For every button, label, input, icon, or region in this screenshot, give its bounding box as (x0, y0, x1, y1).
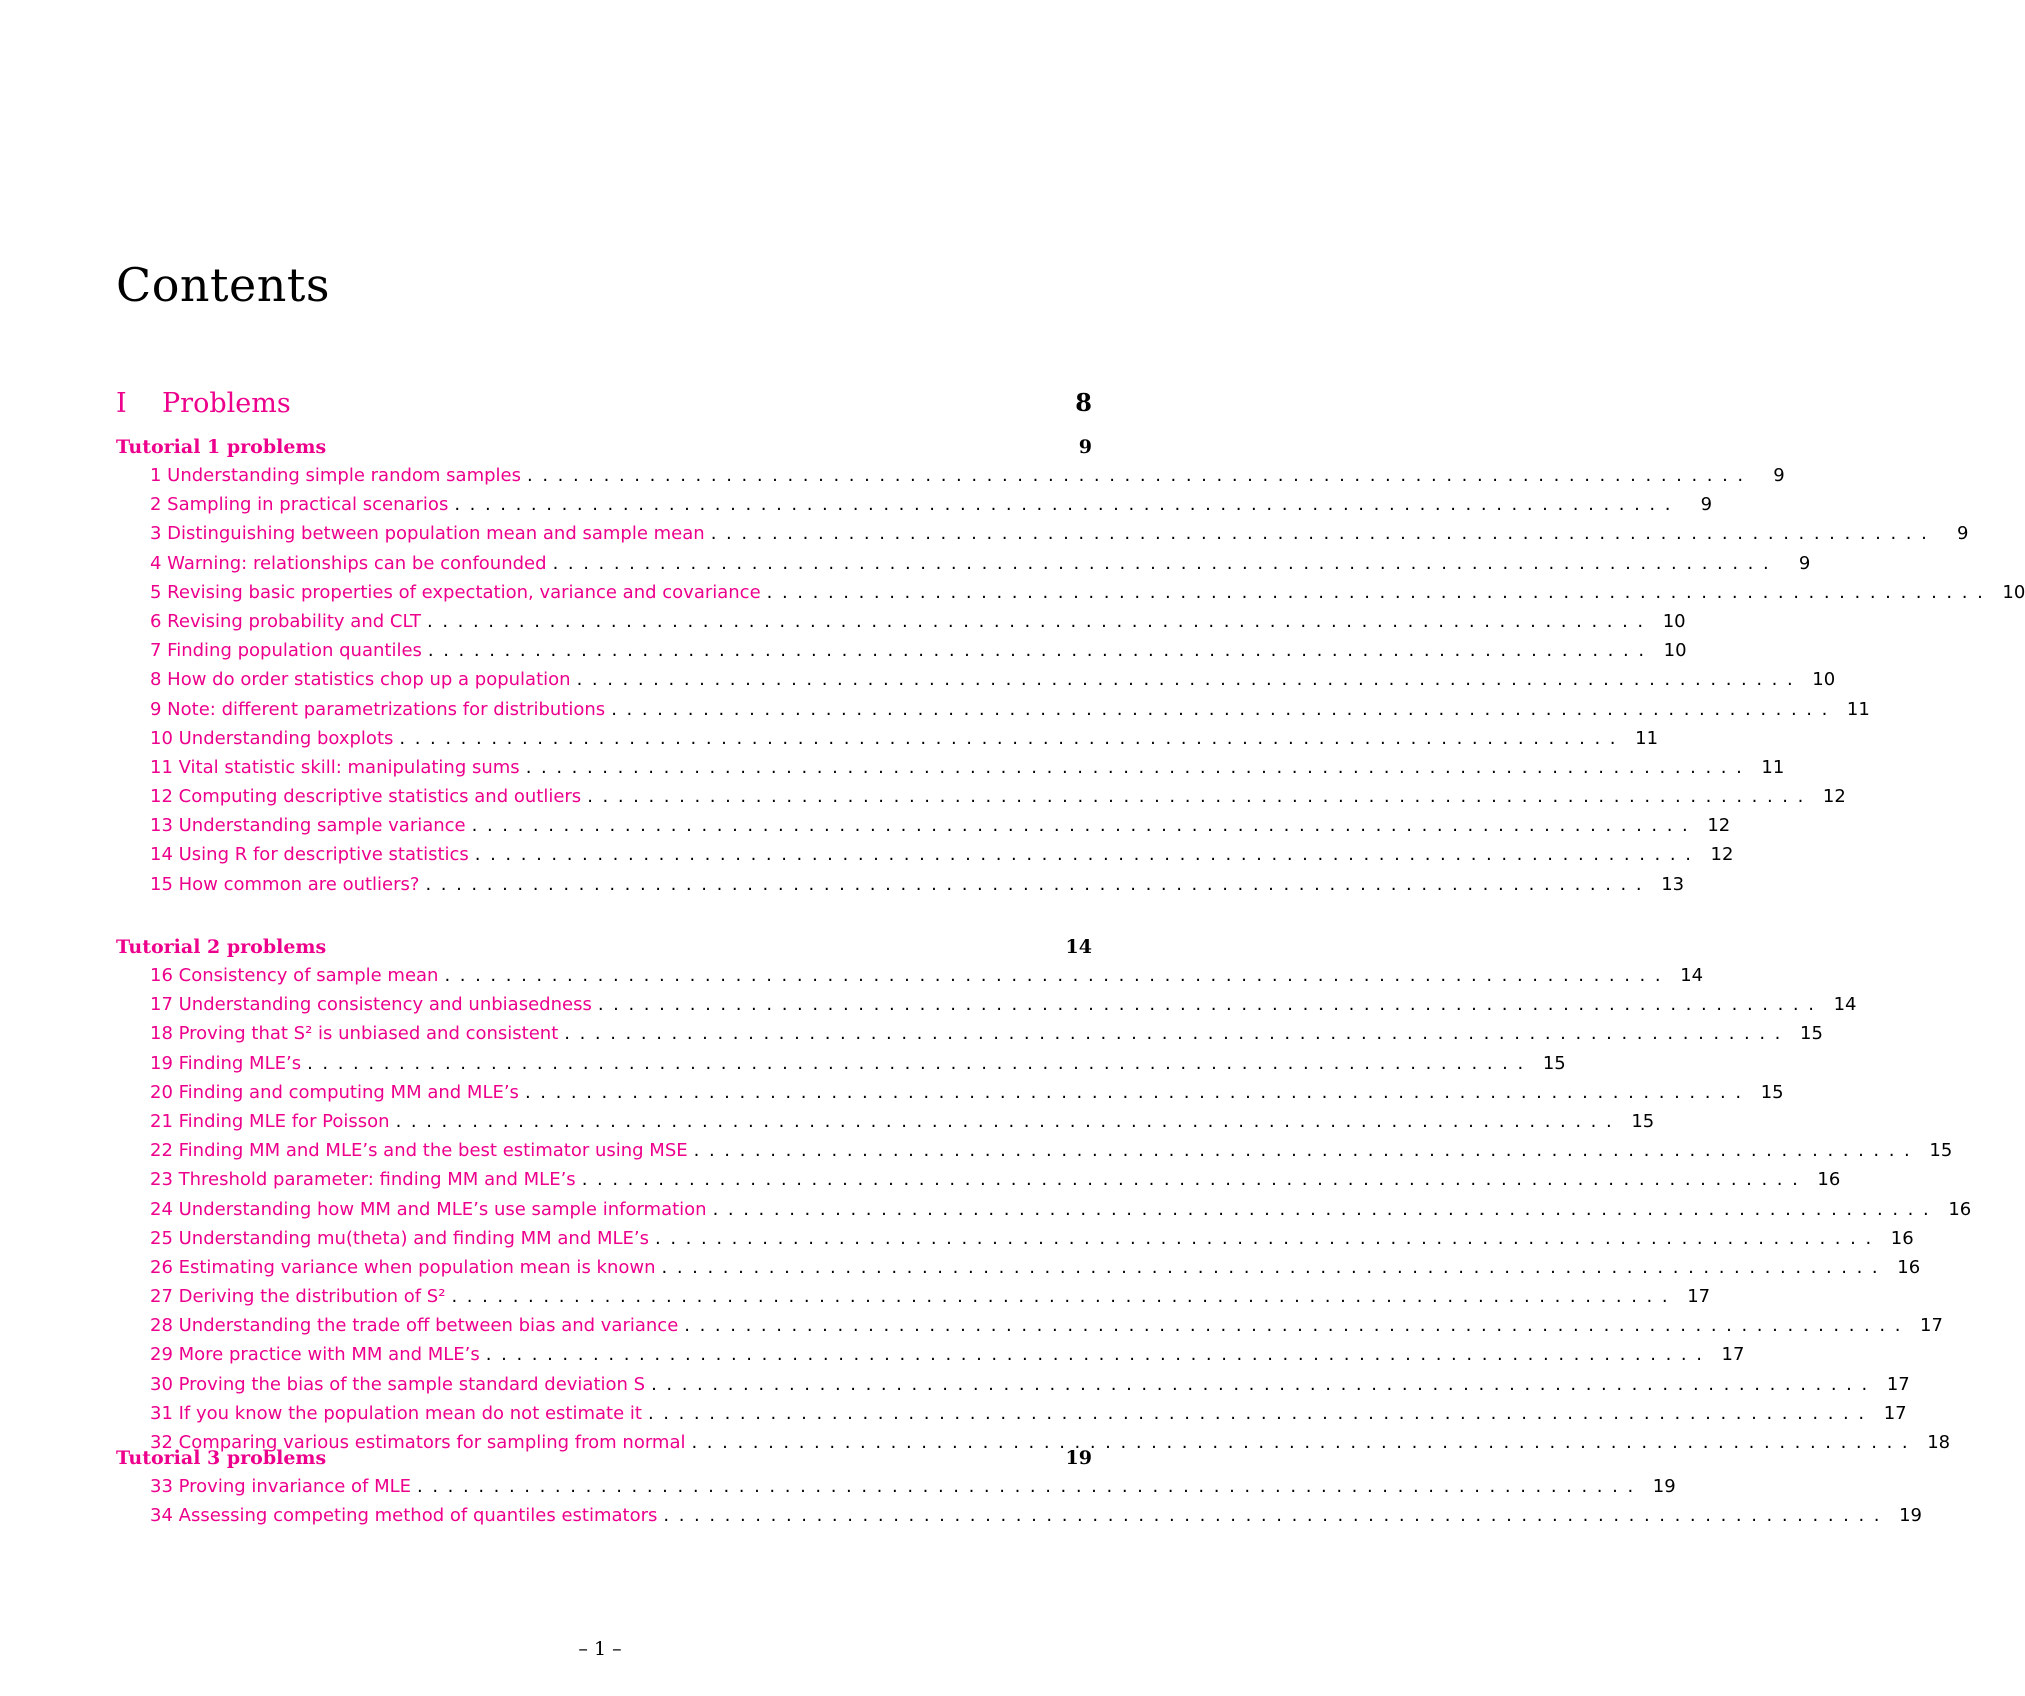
toc-entry-title: 21 Finding MLE for Poisson (150, 1110, 390, 1132)
dot-leader: ................................................................................ (581, 1169, 1808, 1191)
toc-entry[interactable] (116, 494, 1713, 523)
toc-entry[interactable] (116, 786, 1846, 815)
toc-entry-page: 11 (1846, 698, 1870, 720)
toc-entry-page: 17 (1886, 1373, 1910, 1395)
dot-leader: ................................................................................ (417, 1476, 1643, 1497)
dot-leader: ................................................................................ (425, 873, 1652, 895)
dot-leader: ................................................................................ (524, 1081, 1751, 1103)
dot-leader: ................................................................................ (552, 552, 1779, 574)
toc-entry-page: 16 (1948, 1198, 1972, 1220)
toc-entry-page: 14 (1680, 965, 1704, 986)
dot-leader: ................................................................................ (474, 844, 1701, 866)
toc-entry-page: 10 (1662, 610, 1686, 632)
toc-entry[interactable] (116, 581, 2025, 611)
toc-entry[interactable] (116, 552, 1811, 582)
toc-section-heading[interactable] (116, 936, 1092, 965)
dot-leader: ................................................................................ (691, 1432, 1918, 1453)
toc-entry-title: 30 Proving the bias of the sample standard deviation S (150, 1373, 646, 1395)
page-title: Contents (116, 258, 330, 312)
dot-leader: ................................................................................ (525, 756, 1752, 778)
dot-leader: ................................................................................ (597, 994, 1824, 1016)
toc-entry-page: 18 (1927, 1432, 1951, 1453)
toc-entry-page: 11 (1635, 727, 1659, 749)
toc-entry-page: 19 (1652, 1476, 1676, 1497)
toc-entry[interactable] (116, 1505, 1923, 1534)
toc-entry[interactable] (116, 1373, 1910, 1403)
toc-entry[interactable] (116, 1402, 1907, 1432)
toc-entry-title: 19 Finding MLE’s (150, 1052, 302, 1074)
toc-entry-page: 10 (1663, 640, 1687, 662)
toc-entry-page: 19 (1899, 1505, 1923, 1527)
toc-entry-page: 14 (1833, 994, 1857, 1016)
toc-entry-title: 25 Understanding mu(theta) and finding MM and MLE’s (150, 1227, 650, 1249)
toc-entry-page: 15 (1631, 1110, 1655, 1132)
toc-entry-page: 10 (1812, 669, 1836, 691)
dot-leader: ................................................................................ (576, 669, 1803, 691)
toc-entry[interactable] (116, 1052, 1566, 1082)
dot-leader: ................................................................................ (564, 1023, 1790, 1045)
dot-leader: ................................................................................ (587, 786, 1813, 808)
toc-entry-page: 16 (1897, 1256, 1921, 1278)
dot-leader: ................................................................................ (471, 815, 1698, 837)
dot-leader: ................................................................................ (766, 581, 1993, 603)
section-page: 14 (1065, 936, 1092, 958)
section-title: Tutorial 1 problems (116, 436, 327, 458)
toc-entry-title: 16 Consistency of sample mean (150, 965, 439, 986)
dot-leader: ................................................................................ (663, 1505, 1890, 1527)
toc-entry-title: 15 How common are outliers? (150, 873, 420, 895)
part-page: 8 (1075, 388, 1092, 417)
toc-entry-page: 9 (1700, 494, 1713, 516)
toc-entry-page: 10 (2002, 581, 2025, 603)
dot-leader: ................................................................................ (651, 1373, 1877, 1395)
toc-entry-title: 32 Comparing various estimators for sampling from normal (150, 1432, 686, 1453)
toc-entry-page: 9 (1798, 552, 1811, 574)
toc-entry[interactable] (116, 1198, 1972, 1228)
section-title: Tutorial 2 problems (116, 936, 327, 958)
dot-leader: ................................................................................ (712, 1198, 1939, 1220)
section-page: 9 (1078, 436, 1092, 458)
dot-leader: ................................................................................ (427, 610, 1653, 632)
toc-entry-title: 4 Warning: relationships can be confounded (150, 552, 547, 574)
toc-entry-title: 31 If you know the population mean do not estimate it (150, 1402, 642, 1424)
toc-entry-page: 17 (1920, 1315, 1943, 1337)
toc-entry-page: 12 (1822, 786, 1846, 808)
dot-leader: ................................................................................ (611, 698, 1837, 720)
toc-entry[interactable] (116, 873, 1685, 903)
toc-entry-title: 3 Distinguishing between population mean and sample mean (150, 523, 705, 545)
toc-entry-title: 22 Finding MM and MLE’s and the best estimator using MSE (150, 1140, 688, 1162)
toc-entry-page: 16 (1890, 1227, 1914, 1249)
dot-leader: ................................................................................ (684, 1315, 1911, 1337)
toc-section-heading[interactable] (116, 436, 1092, 465)
toc-entry-title: 12 Computing descriptive statistics and outliers (150, 786, 582, 808)
part-number: I (116, 388, 127, 419)
toc-entry[interactable] (116, 1081, 1784, 1111)
toc-section-heading[interactable] (116, 1447, 1092, 1476)
dot-leader: ................................................................................ (427, 640, 1654, 662)
toc-entry-page: 17 (1883, 1402, 1907, 1424)
toc-entry-page: 16 (1817, 1169, 1841, 1191)
part-label: Problems (162, 388, 291, 419)
toc-entry[interactable] (116, 669, 1836, 698)
toc-entry-title: 14 Using R for descriptive statistics (150, 844, 469, 866)
toc-entry[interactable] (116, 815, 1731, 844)
toc-entry-title: 2 Sampling in practical scenarios (150, 494, 449, 516)
toc-entry[interactable] (116, 1286, 1711, 1315)
dot-leader: ................................................................................ (527, 465, 1753, 486)
toc-entry[interactable] (116, 465, 1785, 494)
toc-entry-page: 12 (1707, 815, 1731, 837)
toc-entry-page: 15 (1760, 1081, 1784, 1103)
toc-entry[interactable] (116, 610, 1686, 640)
toc-entry[interactable] (116, 844, 1734, 873)
toc-entry[interactable] (116, 1023, 1823, 1052)
toc-entry[interactable] (116, 1344, 1745, 1373)
toc-entry[interactable] (116, 965, 1704, 994)
toc-entry-title: 1 Understanding simple random samples (150, 465, 522, 486)
toc-entry-title: 18 Proving that S² is unbiased and consistent (150, 1023, 559, 1045)
toc-section (116, 936, 1972, 1461)
dot-leader: ................................................................................ (451, 1286, 1678, 1308)
toc-entry[interactable] (116, 640, 1687, 669)
toc-entry-title: 7 Finding population quantiles (150, 640, 422, 662)
toc-entry-title: 10 Understanding boxplots (150, 727, 394, 749)
dot-leader: ................................................................................ (655, 1227, 1881, 1249)
toc-entry[interactable] (116, 756, 1785, 786)
toc-entry-title: 26 Estimating variance when population mean is known (150, 1256, 656, 1278)
dot-leader: ................................................................................ (647, 1402, 1874, 1424)
toc-entry-title: 17 Understanding consistency and unbiasedness (150, 994, 592, 1016)
toc-entry-page: 17 (1687, 1286, 1711, 1308)
toc-entry-title: 23 Threshold parameter: finding MM and MLE’s (150, 1169, 576, 1191)
toc-section (116, 1447, 1923, 1534)
toc-entry-title: 27 Deriving the distribution of S² (150, 1286, 446, 1308)
toc-entry[interactable] (116, 1315, 1943, 1344)
toc-entry[interactable] (116, 1476, 1676, 1505)
toc-entry-title: 9 Note: different parametrizations for distributions (150, 698, 606, 720)
toc-entry[interactable] (116, 1169, 1841, 1198)
dot-leader: ................................................................................ (307, 1052, 1533, 1074)
toc-entry-page: 15 (1929, 1140, 1953, 1162)
toc-entry-page: 11 (1761, 756, 1785, 778)
toc-entry[interactable] (116, 1227, 1914, 1257)
toc-entry-page: 15 (1800, 1023, 1823, 1045)
toc-entry-title: 33 Proving invariance of MLE (150, 1476, 412, 1497)
toc-section (116, 436, 2025, 903)
dot-leader: ................................................................................ (693, 1140, 1920, 1162)
toc-entry-title: 6 Revising probability and CLT (150, 610, 421, 632)
toc-entry-title: 20 Finding and computing MM and MLE’s (150, 1081, 519, 1103)
dot-leader: ................................................................................ (444, 965, 1671, 986)
toc-entry[interactable] (116, 523, 1969, 552)
toc-entry-title: 5 Revising basic properties of expectation, variance and covariance (150, 581, 761, 603)
toc-entry[interactable] (116, 994, 1857, 1023)
toc-entry[interactable] (116, 698, 1870, 728)
toc-entry-title: 24 Understanding how MM and MLE’s use sample information (150, 1198, 707, 1220)
toc-entry-title: 11 Vital statistic skill: manipulating sums (150, 756, 520, 778)
page-footer: – 1 – (578, 1638, 622, 1660)
dot-leader: ................................................................................ (710, 523, 1937, 545)
toc-entry-title: 8 How do order statistics chop up a population (150, 669, 571, 691)
dot-leader: ................................................................................ (399, 727, 1626, 749)
toc-entry[interactable] (116, 1140, 1953, 1169)
toc-entry-page: 9 (1956, 523, 1969, 545)
toc-entry[interactable] (116, 727, 1659, 757)
section-page: 19 (1065, 1447, 1092, 1469)
toc-entry-page: 15 (1542, 1052, 1566, 1074)
toc-part[interactable] (116, 388, 1092, 422)
dot-leader: ................................................................................ (454, 494, 1681, 516)
dot-leader: ................................................................................ (661, 1256, 1888, 1278)
dot-leader: ................................................................................ (485, 1344, 1712, 1366)
toc-entry[interactable] (116, 1110, 1655, 1140)
toc-entry-title: 13 Understanding sample variance (150, 815, 466, 837)
toc-entry-page: 12 (1710, 844, 1734, 866)
toc-entry-title: 29 More practice with MM and MLE’s (150, 1344, 480, 1366)
dot-leader: ................................................................................ (395, 1110, 1622, 1132)
toc-entry-title: 28 Understanding the trade off between bias and variance (150, 1315, 679, 1337)
section-title: Tutorial 3 problems (116, 1447, 327, 1469)
toc-entry-title: 34 Assessing competing method of quantiles estimators (150, 1505, 658, 1527)
toc-entry-page: 9 (1773, 465, 1785, 486)
toc-entry-page: 17 (1721, 1344, 1745, 1366)
toc-entry-page: 13 (1661, 873, 1685, 895)
toc-entry[interactable] (116, 1256, 1921, 1286)
